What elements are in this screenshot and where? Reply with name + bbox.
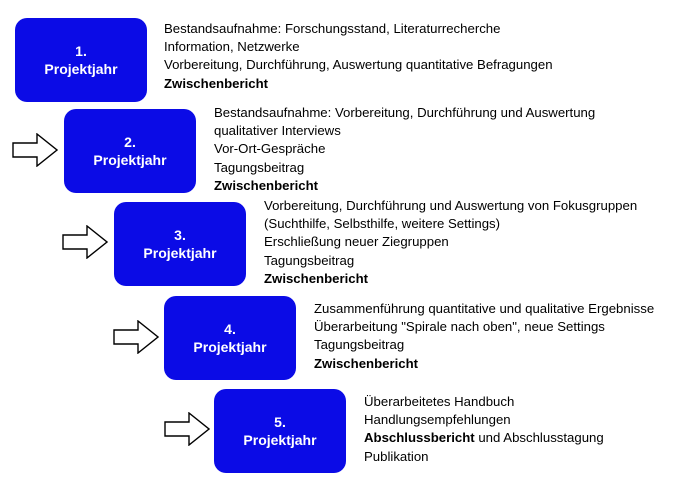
step-4-line-2: Überarbeitung "Spirale nach oben", neue Settings [314, 319, 605, 335]
step-4-line-1: Zusammenführung quantitative und qualitative Ergebnisse [314, 301, 655, 316]
step-1-description [164, 20, 553, 93]
step-4-box [164, 296, 296, 380]
step-1-line-4: Zwischenbericht [164, 75, 269, 91]
step-4-label: Projektjahr [193, 339, 267, 355]
step-2-line-5: Zwischenbericht [214, 177, 319, 193]
step-5-line-3 [364, 429, 604, 447]
step-1-line-1: Bestandsaufnahme: Forschungsstand, Literaturrecherche [164, 21, 501, 36]
step-3-number: 3. [174, 227, 186, 243]
step-1-label: Projektjahr [44, 61, 118, 77]
step-5-line-3-regular-part: und Abschlusstagung [474, 430, 604, 446]
step-1-box [15, 18, 147, 102]
step-3-line-3: Erschließung neuer Ziegruppen [264, 234, 449, 250]
step-2-label: Projektjahr [93, 152, 167, 168]
step-2-line-3: Vor-Ort-Gespräche [214, 141, 326, 157]
step-1-number: 1. [75, 43, 87, 59]
step-3-line-1: Vorbereitung, Durchführung und Auswertung von Fokusgruppen [264, 198, 638, 213]
step-5-label: Projektjahr [243, 432, 317, 448]
step-3-line-2: (Suchthilfe, Selbsthilfe, weitere Settings) [264, 216, 501, 232]
step-5-line-2: Handlungsempfehlungen [364, 412, 511, 428]
step-1-line-2: Information, Netzwerke [164, 39, 300, 55]
step-4-description [314, 300, 654, 373]
right-arrow-icon [62, 225, 108, 259]
step-5-line-3-bold-part: Abschlussbericht [364, 430, 475, 446]
step-3-description [264, 197, 637, 288]
step-2-box [64, 109, 196, 193]
right-arrow-icon [164, 412, 210, 446]
step-4-line-3: Tagungsbeitrag [314, 337, 405, 353]
step-5-line-1: Überarbeitetes Handbuch [364, 394, 515, 409]
right-arrow-icon [12, 133, 58, 167]
step-4-line-4: Zwischenbericht [314, 355, 419, 371]
step-1-line-3: Vorbereitung, Durchführung, Auswertung quantitative Befragungen [164, 57, 553, 73]
step-2-number: 2. [124, 134, 136, 150]
step-5-number: 5. [274, 414, 286, 430]
step-5-line-4: Publikation [364, 448, 429, 464]
step-2-line-4: Tagungsbeitrag [214, 159, 305, 175]
step-3-line-4: Tagungsbeitrag [264, 252, 355, 268]
step-4-number: 4. [224, 321, 236, 337]
step-3-line-5: Zwischenbericht [264, 270, 369, 286]
right-arrow-icon [113, 320, 159, 354]
step-3-box [114, 202, 246, 286]
step-2-description [214, 104, 595, 195]
step-5-box [214, 389, 346, 473]
step-2-line-2: qualitativer Interviews [214, 123, 341, 139]
step-2-line-1: Bestandsaufnahme: Vorbereitung, Durchführung und Auswertung [214, 105, 596, 120]
step-3-label: Projektjahr [143, 245, 217, 261]
step-5-description [364, 393, 604, 466]
